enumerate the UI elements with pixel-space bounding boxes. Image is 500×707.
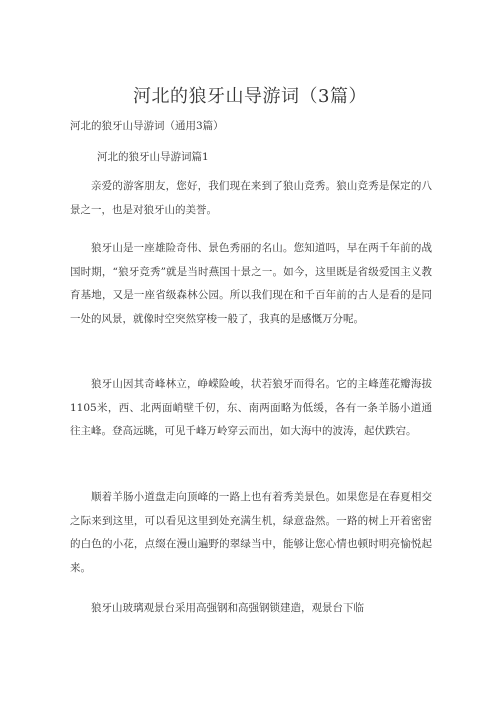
document-subtitle: 河北的狼牙山导游词（通用3篇） xyxy=(70,120,224,132)
paragraph-1: 亲爱的游客朋友，您好，我们现在来到了狼山竞秀。狼山竞秀是保定的八景之一，也是对狼牙山的美誉。 xyxy=(70,180,432,216)
document-title: 河北的狼牙山导游词（3篇） xyxy=(133,86,367,107)
section-heading: 河北的狼牙山导游词篇1 xyxy=(97,151,209,163)
paragraph-2: 狼牙山是一座雄险奇伟、景色秀丽的名山。您知道吗，早在两千年前的战国时期，“狼牙竞秀”就是当时燕国十景之一。如今，这里既是省级爱国主义教育基地，又是一座省级森林公园。所以我们现在和千百年前的古人是看的是同一处的风景，就像时空突然穿梭一般了，我真的是感慨万分呢。 xyxy=(70,242,432,325)
paragraph-4: 顺着羊肠小道盘走向顶峰的一路上也有着秀美景色。如果您是在春夏相交之际来到这里，可以看见这里到处充满生机，绿意盎然。一路的树上开着密密的白色的小花，点缀在漫山遍野的翠绿当中，能够让您心情也顿时明亮愉悦起来。 xyxy=(70,491,432,574)
paragraph-5: 狼牙山玻璃观景台采用高强钢和高强钢锁建造，观景台下临 xyxy=(91,602,364,614)
paragraph-3: 狼牙山因其奇峰林立，峥嵘险峻，状若狼牙而得名。它的主峰莲花瓣海拔1105米，西、北两面峭壁千仞，东、南两面略为低缓，各有一条羊肠小道通往主峰。登高远眺，可见千峰万岭穿云而出，如大海中的波涛，起伏跌宕。 xyxy=(70,378,432,437)
